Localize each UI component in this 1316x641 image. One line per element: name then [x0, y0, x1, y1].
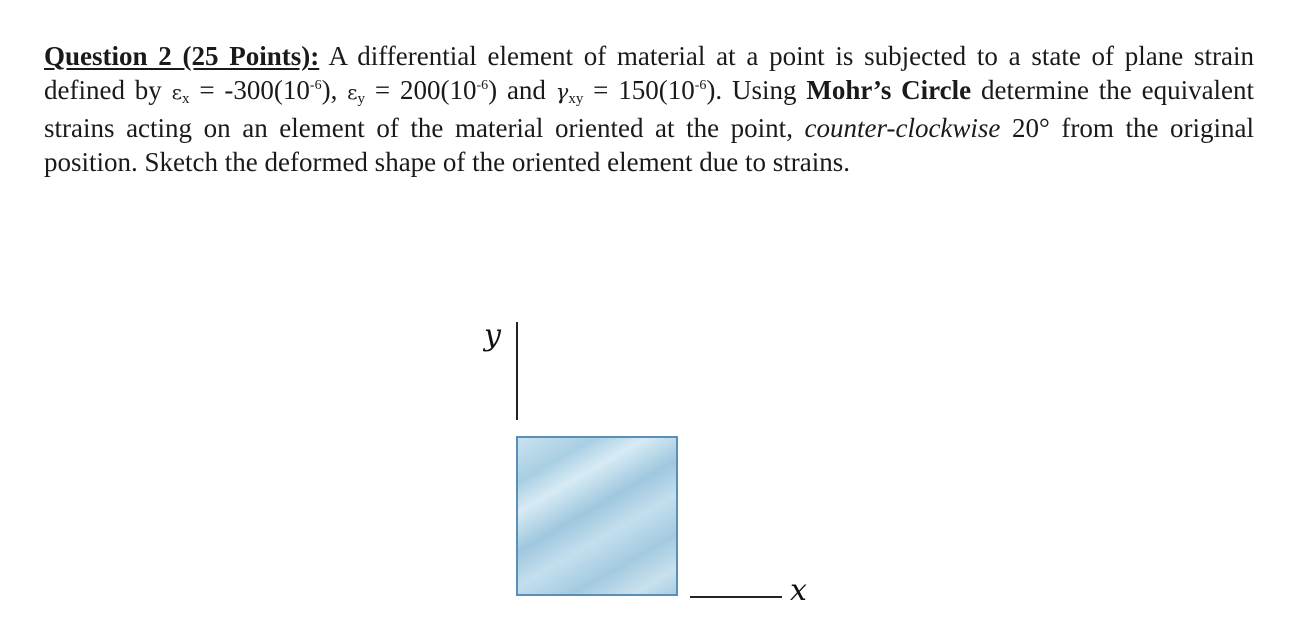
method-name: Mohr’s Circle: [806, 74, 972, 105]
gamma-value: = 150(10: [583, 74, 695, 105]
rotation-direction: counter-clockwise: [804, 113, 1001, 143]
intro-text: A differential element of material at a point is subjected to a state of plane strain defined by: [44, 41, 1255, 105]
epsilon-x-subscript: x: [182, 90, 190, 107]
material-element-square: [516, 436, 678, 596]
gamma-close: ). Using: [706, 74, 807, 105]
epsilon-x-close: ),: [321, 74, 348, 105]
question-title: Question 2 (25 Points):: [44, 41, 320, 71]
text-after-method: determine the equivalent strains acting on an element of the material oriented at the point,: [44, 74, 1255, 143]
epsilon-y-subscript: y: [357, 90, 366, 107]
text-after-direction: 20° from the original position. Sketch the deformed shape of the oriented element due to strains.: [44, 113, 1255, 177]
epsilon-y-exponent: -6: [476, 77, 489, 93]
epsilon-y-symbol: ε: [347, 79, 358, 104]
y-axis-label: y: [484, 318, 501, 353]
x-axis-line: [690, 596, 782, 598]
gamma-symbol: γ: [555, 79, 569, 104]
epsilon-y-value: = 200(10: [365, 74, 477, 105]
question-text: [44, 40, 1254, 179]
epsilon-x-exponent: -6: [309, 77, 322, 93]
x-axis-label: x: [790, 573, 807, 608]
gamma-subscript: xy: [568, 90, 584, 107]
epsilon-y-close: ) and: [488, 74, 556, 105]
gamma-exponent: -6: [694, 77, 707, 93]
epsilon-x-symbol: ε: [171, 79, 183, 104]
epsilon-x-value: = -300(10: [189, 74, 310, 105]
y-axis-line: [516, 322, 518, 420]
